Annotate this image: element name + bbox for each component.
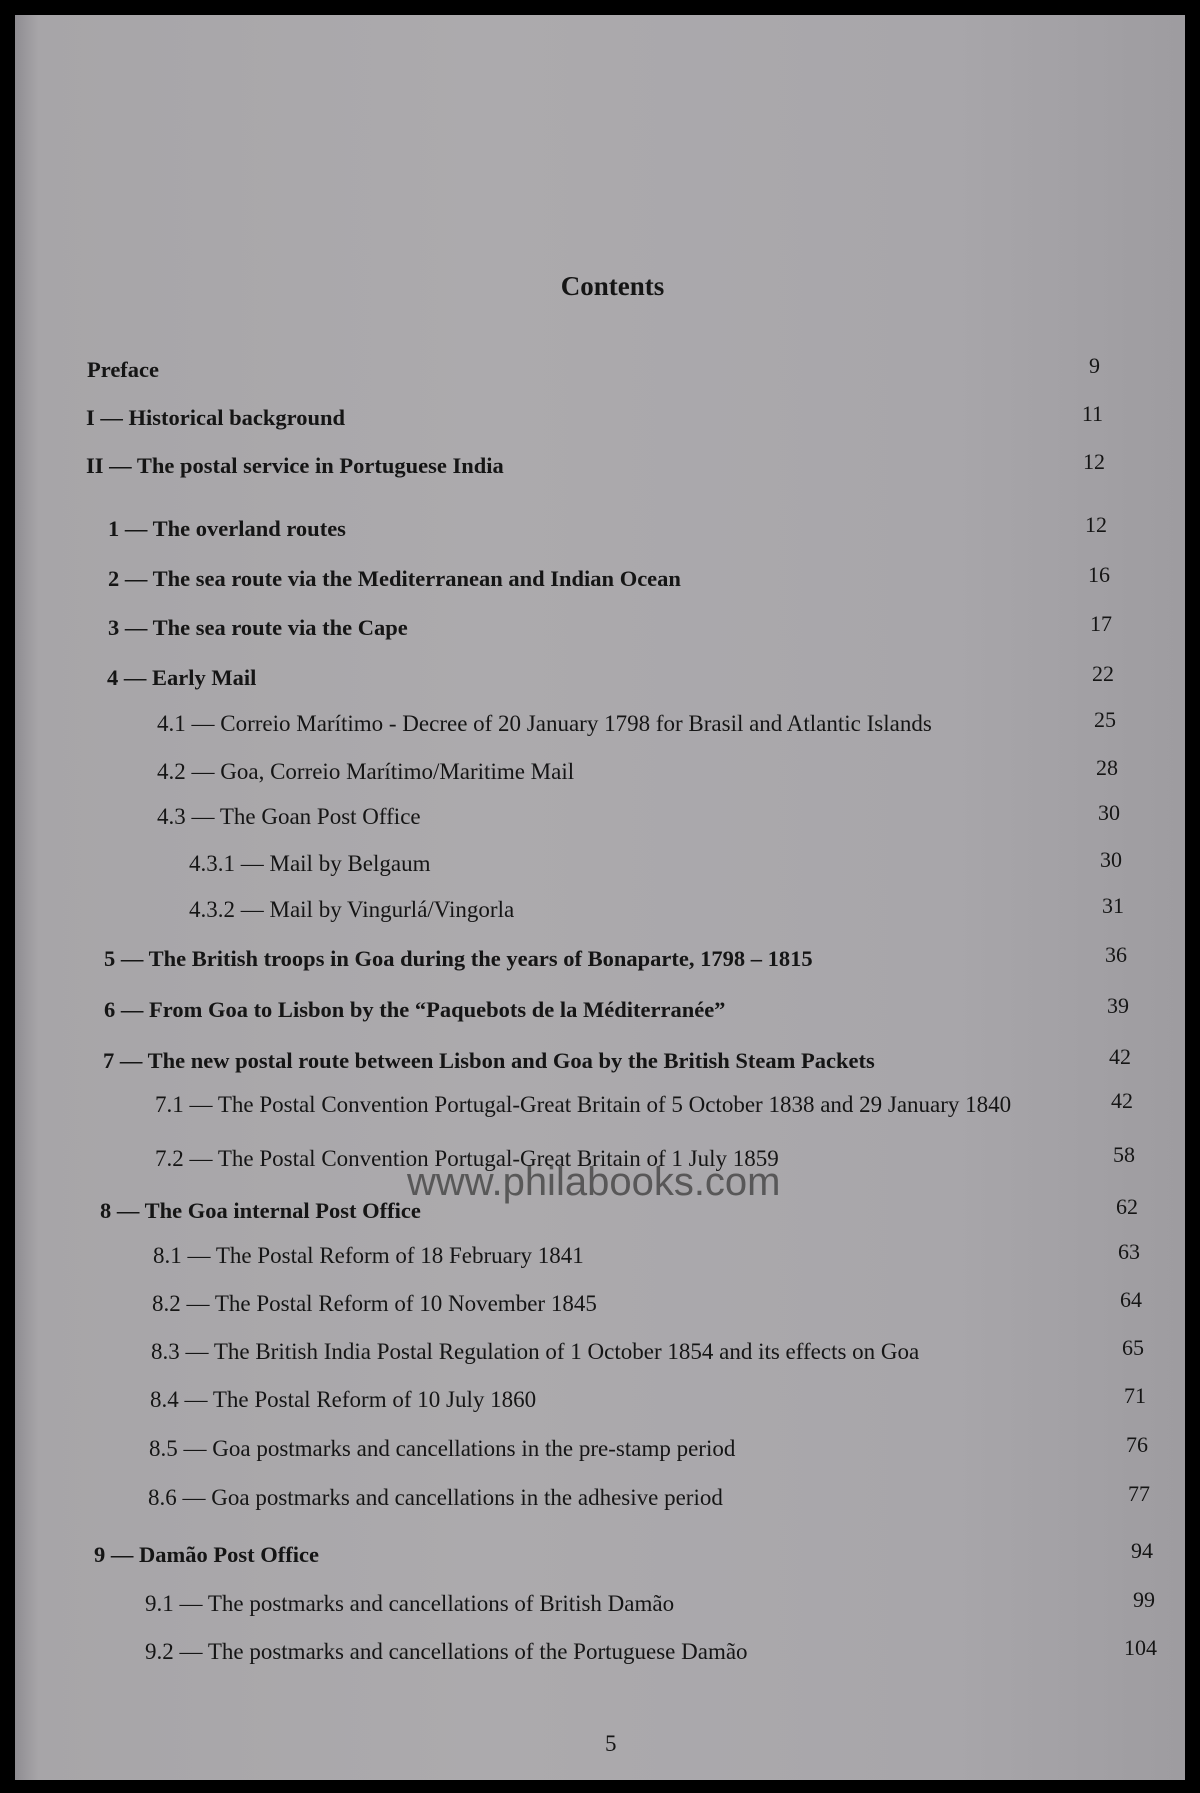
toc-entry — [15, 847, 1185, 881]
toc-entry-title: 4.3 — The Goan Post Office — [157, 804, 421, 829]
toc-entry — [15, 1538, 1185, 1572]
toc-entry-title: 8.4 — The Postal Reform of 10 July 1860 — [150, 1387, 537, 1412]
toc-entry-title: 6 — From Goa to Lisbon by the “Paquebots de la Méditerranée” — [104, 997, 726, 1022]
toc-entry — [15, 1481, 1185, 1515]
toc-entry-title: 2 — The sea route via the Mediterranean and Indian Ocean — [108, 566, 681, 591]
toc-entry-title: 8.3 — The British India Postal Regulation of 1 October 1854 and its effects on Goa — [151, 1339, 920, 1364]
toc-entry-title: 4 — Early Mail — [107, 665, 257, 690]
toc-entry-title: 8.2 — The Postal Reform of 10 November 1845 — [152, 1291, 597, 1316]
toc-entry — [15, 512, 1185, 546]
toc-entry-page: 42 — [1111, 1088, 1133, 1113]
toc-entry-title: 8.6 — Goa postmarks and cancellations in the adhesive period — [148, 1485, 723, 1510]
toc-entry-title: 7 — The new postal route between Lisbon and Goa by the British Steam Packets — [103, 1048, 875, 1073]
toc-entry-title: 1 — The overland routes — [108, 516, 346, 541]
toc-entry-page: 64 — [1120, 1287, 1142, 1312]
toc-entry-title: 8.1 — The Postal Reform of 18 February 1841 — [153, 1243, 584, 1268]
toc-entry-page: 36 — [1105, 942, 1127, 967]
toc-entry-title: 8 — The Goa internal Post Office — [100, 1198, 421, 1223]
toc-entry-title: 4.1 — Correio Marítimo - Decree of 20 January 1798 for Brasil and Atlantic Islands — [157, 711, 932, 736]
toc-entry-page: 71 — [1124, 1383, 1146, 1408]
toc-entry-title: 7.2 — The Postal Convention Portugal-Great Britain of 1 July 1859 — [155, 1146, 779, 1171]
toc-entry — [15, 800, 1185, 834]
toc-entry-page: 77 — [1128, 1481, 1150, 1506]
toc-entry — [15, 1335, 1185, 1369]
toc-entry-page: 22 — [1092, 661, 1114, 686]
toc-entry-title: II — The postal service in Portuguese India — [86, 453, 504, 478]
toc-entry-page: 16 — [1088, 562, 1110, 587]
toc-entry — [15, 707, 1185, 741]
toc-entry — [15, 942, 1185, 976]
toc-entry — [15, 401, 1185, 435]
toc-entry — [15, 1044, 1185, 1078]
toc-entry-title: 5 — The British troops in Goa during the years of Bonaparte, 1798 – 1815 — [104, 946, 813, 971]
toc-entry — [15, 1088, 1185, 1122]
book-page — [15, 15, 1185, 1780]
toc-entry-title: 4.3.2 — Mail by Vingurlá/Vingorla — [189, 897, 515, 922]
toc-entry-page: 62 — [1116, 1194, 1138, 1219]
toc-entry-title: 9.1 — The postmarks and cancellations of British Damão — [145, 1591, 675, 1616]
toc-entry — [15, 661, 1185, 695]
toc-entry-page: 11 — [1081, 401, 1103, 426]
toc-entry — [15, 449, 1185, 483]
toc-entry-title: 4.3.1 — Mail by Belgaum — [189, 851, 431, 876]
contents-title: Contents — [560, 271, 665, 301]
toc-entry-title: I — Historical background — [86, 405, 345, 430]
toc-entry-page: 39 — [1107, 993, 1129, 1018]
toc-entry-page: 63 — [1118, 1239, 1140, 1264]
toc-entry — [15, 1239, 1185, 1273]
watermark: www.philabooks.com — [407, 1160, 781, 1204]
toc-entry-page: 30 — [1100, 847, 1122, 872]
toc-entry-title: 8.5 — Goa postmarks and cancellations in the pre-stamp period — [149, 1436, 736, 1461]
toc-entry — [15, 755, 1185, 789]
toc-entry-page: 30 — [1098, 800, 1120, 825]
toc-entry-title: 9 — Damão Post Office — [94, 1542, 319, 1567]
toc-entry-title: 9.2 — The postmarks and cancellations of the Portuguese Damão — [145, 1639, 748, 1664]
toc-entry-title: Preface — [87, 357, 160, 382]
toc-entry — [15, 1287, 1185, 1321]
toc-entry — [15, 893, 1185, 927]
toc-entry-title: 3 — The sea route via the Cape — [108, 615, 408, 640]
toc-entry-page: 12 — [1085, 512, 1107, 537]
toc-entry-page: 42 — [1109, 1044, 1131, 1069]
toc-entry-page: 9 — [1089, 353, 1100, 378]
toc-entry — [15, 562, 1185, 596]
toc-entry-page: 31 — [1102, 893, 1124, 918]
toc-entry-title: 4.2 — Goa, Correio Marítimo/Maritime Mail — [157, 759, 575, 784]
toc-entry — [15, 1383, 1185, 1417]
toc-entry — [15, 1635, 1185, 1669]
toc-entry-page: 99 — [1133, 1587, 1155, 1612]
toc-entry — [15, 993, 1185, 1027]
toc-entry-title: 7.1 — The Postal Convention Portugal-Great Britain of 5 October 1838 and 29 January 1840 — [155, 1092, 1012, 1117]
toc-entry — [15, 611, 1185, 645]
toc-entry — [15, 353, 1185, 387]
toc-entry-page: 58 — [1113, 1142, 1135, 1167]
toc-entry — [15, 1587, 1185, 1621]
toc-entry-page: 12 — [1083, 449, 1105, 474]
toc-entry — [15, 1432, 1185, 1466]
page-number: 5 — [605, 1731, 617, 1756]
toc-entry-page: 76 — [1126, 1432, 1148, 1457]
toc-entry-page: 104 — [1124, 1635, 1157, 1660]
toc-entry-page: 17 — [1090, 611, 1112, 636]
toc-entry-page: 65 — [1122, 1335, 1144, 1360]
toc-entry-page: 25 — [1094, 707, 1116, 732]
toc-entry-page: 94 — [1131, 1538, 1153, 1563]
toc-entry-page: 28 — [1096, 755, 1118, 780]
